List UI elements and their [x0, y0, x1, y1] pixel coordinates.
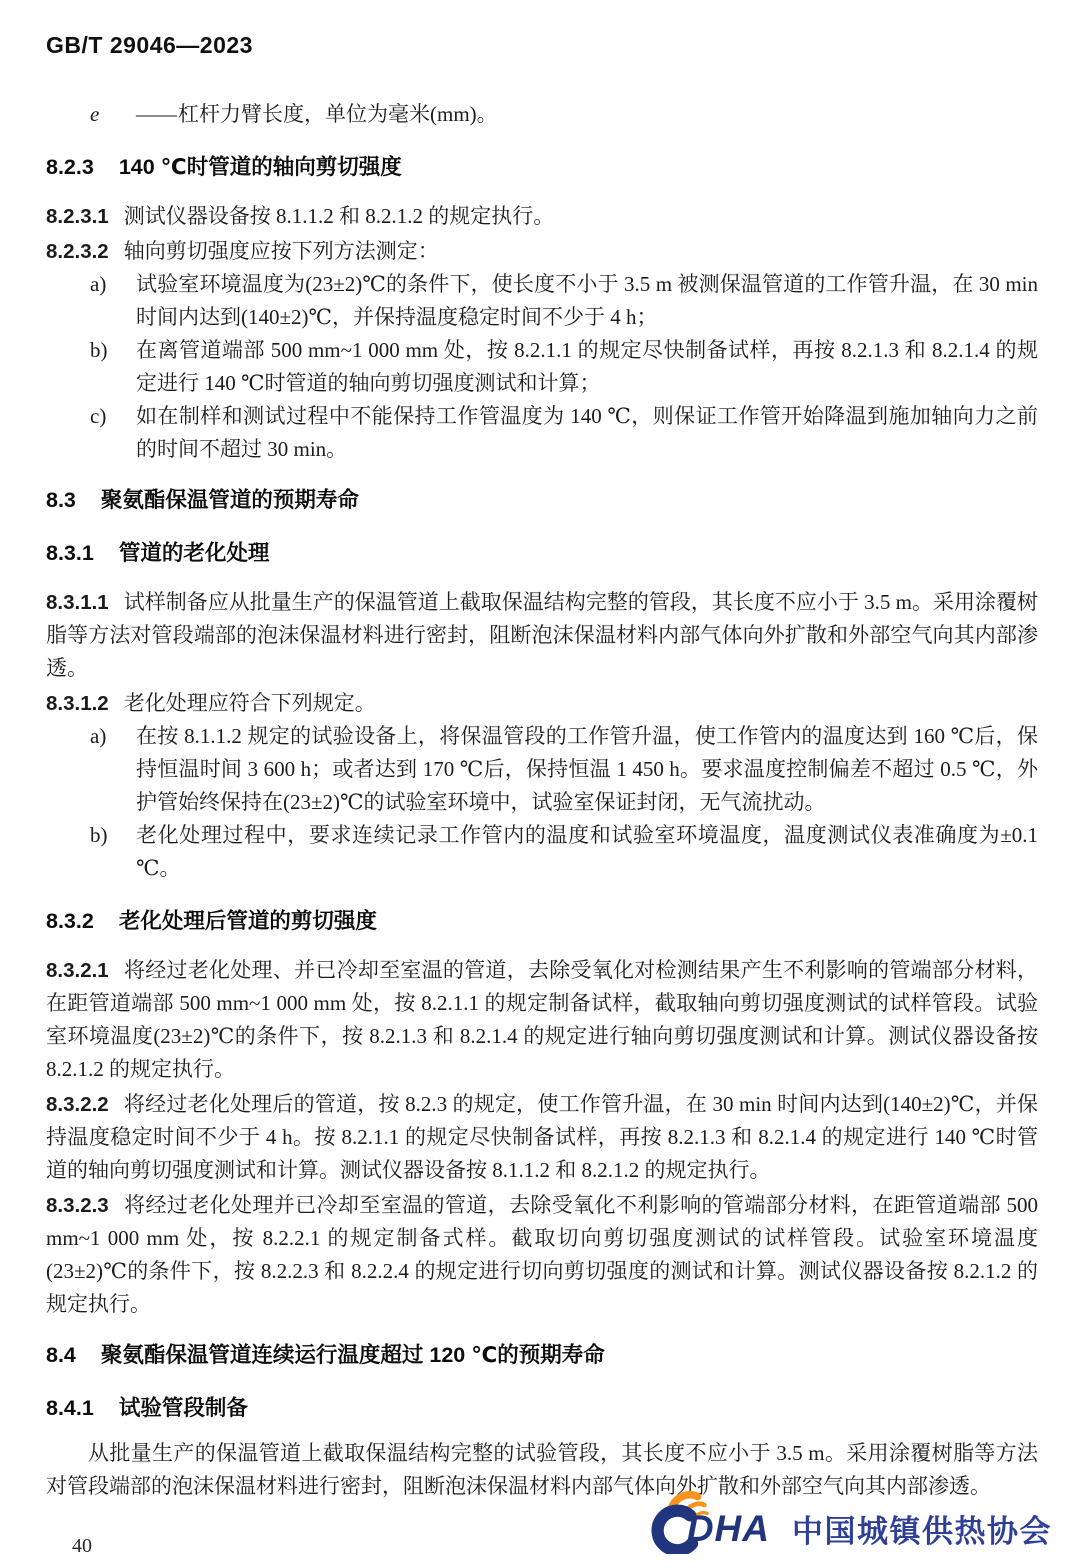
- list-item-b: [46, 334, 1038, 400]
- heading-number: 8.3.2: [46, 909, 94, 933]
- heading-8-3-1: [46, 537, 1038, 570]
- list-item-a: [46, 268, 1038, 334]
- list-item-c: [46, 400, 1038, 466]
- clause-number: 8.3.1.2: [46, 692, 109, 715]
- org-logo: [641, 1490, 1052, 1554]
- heading-number: 8.3: [46, 488, 76, 512]
- symbol-definition-row: [46, 98, 1038, 131]
- heading-8-2-3: [46, 151, 1038, 184]
- heading-8-3-2: [46, 905, 1038, 938]
- clause-8-3-2-1: [46, 954, 1038, 1086]
- heading-title: 聚氨酯保温管道的预期寿命: [100, 488, 359, 512]
- list-label: b): [90, 823, 108, 847]
- page-number: 40: [72, 1535, 92, 1557]
- heading-8-4: [46, 1339, 1038, 1372]
- heading-title: 老化处理后管道的剪切强度: [118, 909, 377, 933]
- clause-8-2-3-2: [46, 235, 1038, 268]
- clause-number: 8.3.2.2: [46, 1093, 109, 1116]
- list-label: c): [90, 404, 107, 428]
- symbol-definition-text: 杠杆力臂长度，单位为毫米(mm)。: [178, 102, 498, 126]
- document-body: [46, 78, 1038, 1503]
- clause-text: 测试仪器设备按 8.1.1.2 和 8.2.1.2 的规定执行。: [123, 204, 555, 228]
- clause-number: 8.3.2.1: [46, 959, 109, 982]
- heading-title: 140 ℃时管道的轴向剪切强度: [118, 155, 402, 179]
- heading-number: 8.4: [46, 1343, 76, 1367]
- clause-number: 8.3.1.1: [46, 591, 109, 614]
- clause-text: 将经过老化处理、并已冷却至室温的管道，去除受氧化对检测结果产生不利影响的管端部分材料，在距管道端部 500 mm~1 000 mm 处，按 8.2.1.1 的规定制备试样，截取轴向剪切强度测试的试样管段。试验室环境温度(23±2)℃的条件下，按 8.2.1.3 和 8.2.1.4 的规定进行轴向剪切强度测试和计算。测试仪器设备按 8.2.1.2 的规定执行。: [46, 958, 1038, 1081]
- list-text: 如在制样和测试过程中不能保持工作管温度为 140 ℃，则保证工作管开始降温到施加轴向力之前的时间不超过 30 min。: [136, 404, 1038, 461]
- org-name: 中国城镇供热协会: [792, 1513, 1052, 1549]
- heading-8-4-1: [46, 1392, 1038, 1425]
- symbol-term: e: [90, 102, 100, 126]
- clause-text: 轴向剪切强度应按下列方法测定：: [123, 239, 439, 263]
- clause-number: 8.3.2.3: [46, 1194, 109, 1217]
- clause-8-3-2-3: [46, 1189, 1038, 1321]
- heading-number: 8.3.1: [46, 541, 94, 565]
- list-label: a): [90, 724, 107, 748]
- clause-text: 将经过老化处理并已冷却至室温的管道，去除受氧化不利影响的管端部分材料，在距管道端部 500 mm~1 000 mm 处，按 8.2.2.1 的规定制备式样。截取切向剪切强度测试的试样管段。试验室环境温度(23±2)℃的条件下，按 8.2.2.3 和 8.2.2.4 的规定进行切向剪切强度的测试和计算。测试仪器设备按 8.2.1.2 的规定执行。: [46, 1193, 1038, 1316]
- clause-text: 将经过老化处理后的管道，按 8.2.3 的规定，使工作管升温，在 30 min 时间内达到(140±2)℃，并保持温度稳定时间不少于 4 h。按 8.2.1.1 的规定尽快制备试样，再按 8.2.1.3 和 8.2.1.4 的规定进行 140 ℃时管道的轴向剪切强度测试和计算。测试仪器设备按 8.1.1.2 和 8.2.1.2 的规定执行。: [46, 1092, 1038, 1182]
- list-text: 在按 8.1.1.2 规定的试验设备上，将保温管段的工作管升温，使工作管内的温度达到 160 ℃后，保持恒温时间 3 600 h；或者达到 170 ℃后，保持恒温 1 450 h。要求温度控制偏差不超过 0.5 ℃，外护管始终保持在(23±2)℃的试验室环境中，试验室保证封闭，无气流扰动。: [136, 724, 1038, 814]
- heading-8-3: [46, 484, 1038, 517]
- list-text: 在离管道端部 500 mm~1 000 mm 处，按 8.2.1.1 的规定尽快制备试样，再按 8.2.1.3 和 8.2.1.4 的规定进行 140 ℃时管道的轴向剪切强度测试和计算；: [136, 338, 1038, 395]
- heading-number: 8.4.1: [46, 1396, 94, 1420]
- list-label: b): [90, 338, 108, 362]
- list-label: a): [90, 272, 107, 296]
- symbol-dash: ——: [136, 102, 176, 126]
- clause-number: 8.2.3.1: [46, 205, 109, 228]
- clause-8-3-2-2: [46, 1088, 1038, 1187]
- list-text: 试验室环境温度为(23±2)℃的条件下，使长度不小于 3.5 m 被测保温管道的工作管升温，在 30 min 时间内达到(140±2)℃，并保持温度稳定时间不少于 4 h；: [136, 272, 1038, 329]
- clause-8-2-3-1: [46, 200, 1038, 233]
- clause-8-3-1-2: [46, 687, 1038, 720]
- clause-text: 老化处理应符合下列规定。: [123, 691, 376, 715]
- heading-title: 聚氨酯保温管道连续运行温度超过 120 ℃的预期寿命: [100, 1343, 605, 1367]
- list-item-b: [46, 819, 1038, 885]
- heading-title: 管道的老化处理: [118, 541, 270, 565]
- heading-title: 试验管段制备: [118, 1396, 248, 1420]
- list-item-a: [46, 720, 1038, 819]
- list-text: 老化处理过程中，要求连续记录工作管内的温度和试验室环境温度，温度测试仪表准确度为±0.1 ℃。: [136, 823, 1038, 880]
- heading-number: 8.2.3: [46, 155, 94, 179]
- clause-8-3-1-1: [46, 586, 1038, 685]
- logo-abbr: DHA: [686, 1508, 770, 1549]
- clause-text: 试样制备应从批量生产的保温管道上截取保温结构完整的管段，其长度不应小于 3.5 m。采用涂覆树脂等方法对管段端部的泡沫保温材料进行密封，阻断泡沫保温材料内部气体向外扩散和外部空气向其内部渗透。: [46, 590, 1038, 680]
- paragraph-8-4-1: 从批量生产的保温管道上截取保温结构完整的试验管段，其长度不应小于 3.5 m。采用涂覆树脂等方法对管段端部的泡沫保温材料进行密封，阻断泡沫保温材料内部气体向外扩散和外部空气向其内部渗透。: [46, 1441, 1038, 1498]
- clause-number: 8.2.3.2: [46, 240, 109, 263]
- doc-code: GB/T 29046—2023: [46, 32, 253, 58]
